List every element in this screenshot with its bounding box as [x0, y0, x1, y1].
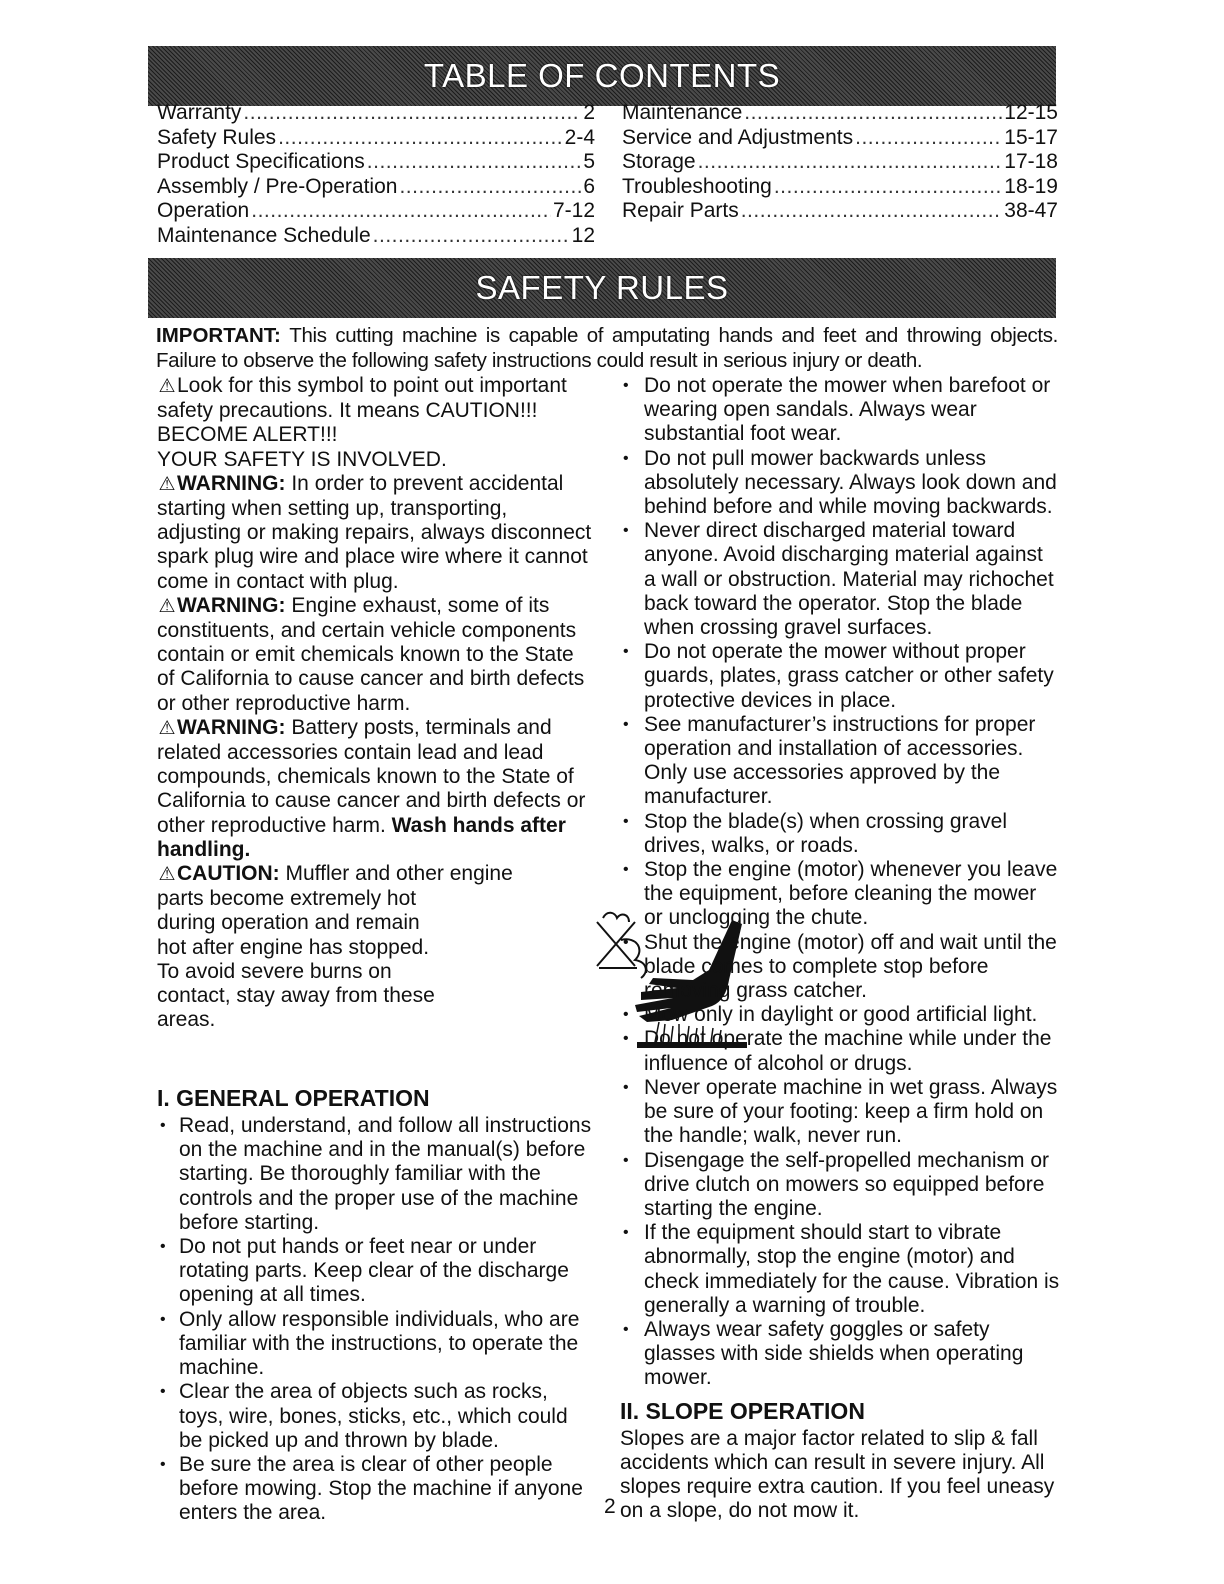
important-label: IMPORTANT:: [156, 324, 281, 347]
list-item: • Clear the area of objects such as rocks, toys, wire, bones, sticks, etc., which could be picked up and thrown by blade.: [157, 1380, 593, 1453]
toc-entry-page: 38-47: [1004, 199, 1058, 223]
toc-entry-page: 2-4: [564, 125, 595, 149]
toc-left-column: [157, 101, 595, 249]
list-item: • Do not pull mower backwards unless absolutely necessary. Always look down and behind before and while moving backwards.: [620, 447, 1060, 520]
toc-entry-page: 6: [583, 174, 595, 198]
toc-leader-dots: [373, 224, 570, 249]
warning-triangle-icon: ⚠: [158, 473, 176, 495]
safety-rules-title: SAFETY RULES: [475, 269, 729, 306]
toc-entry-label: Storage: [622, 150, 696, 174]
general-operation-heading: I. GENERAL OPERATION: [157, 1085, 430, 1112]
caution-text: parts become extremely hot during operation and remain hot after engine has stopped. To avoid severe burns on contact, stay away from these areas.: [157, 887, 435, 1032]
toc-entry-label: Troubleshooting: [622, 174, 772, 198]
list-item: • Do not operate the machine while under the influence of alcohol or drugs.: [620, 1027, 1060, 1075]
list-item: • Shut the engine (motor) off and wait until the blade comes to complete stop before removing grass catcher.: [620, 931, 1060, 1004]
important-notice: [156, 324, 1058, 373]
list-item: • Disengage the self-propelled mechanism or drive clutch on mowers so equipped before starting the engine.: [620, 1149, 1060, 1222]
toc-entry-label: Maintenance Schedule: [157, 223, 371, 247]
caution-text-block: [157, 862, 593, 1032]
list-item: • Be sure the area is clear of other people before mowing. Stop the machine if anyone enters the area.: [157, 1453, 593, 1526]
warning-triangle-icon: ⚠: [158, 376, 176, 397]
toc-leader-dots: [744, 101, 1002, 126]
warning-text: Battery posts, terminals and related accessories contain lead and lead compounds, chemicals known to the State of California to cause cancer and birth defects or other reproductive harm.: [157, 715, 586, 837]
toc-leader-dots: [741, 199, 1003, 224]
list-item: • See manufacturer’s instructions for proper operation and installation of accessories. Only use accessories approved by the manufacturer.: [620, 713, 1060, 810]
list-item: • Stop the blade(s) when crossing gravel drives, walks, or roads.: [620, 810, 1060, 858]
toc-entry-label: Maintenance: [622, 101, 743, 124]
left-column: [157, 374, 593, 1526]
list-item: • Do not operate the mower without proper guards, plates, grass catcher or other safety protective devices in place.: [620, 640, 1060, 713]
toc-leader-dots: [251, 199, 551, 224]
toc-entry-page: 12: [571, 223, 595, 247]
toc-leader-dots: [774, 175, 1002, 200]
safety-rules-banner: [148, 258, 1056, 318]
page-number: 2: [604, 1495, 616, 1518]
toc-leader-dots: [399, 175, 581, 200]
toc-entry-label: Operation: [157, 199, 250, 223]
toc-entry-page: 5: [583, 150, 595, 174]
toc-entry-page: 15-17: [1004, 125, 1058, 149]
safety-symbol-paragraph: [157, 374, 593, 472]
toc-entry-safety-rules[interactable]: [157, 126, 595, 151]
toc-entry-product-specifications[interactable]: [157, 150, 595, 175]
list-item: • Never direct discharged material toward anyone. Avoid discharging material against a wall or obstruction. Material may richochet back toward the operator. Stop the blade when crossing gravel surfaces.: [620, 519, 1060, 640]
toc-banner: [148, 46, 1056, 106]
toc-leader-dots: [698, 150, 1003, 175]
caution-line1: Muffler and other engine: [285, 862, 513, 886]
toc-entry-service-adjustments[interactable]: [622, 126, 1058, 151]
toc-entry-maintenance[interactable]: [622, 101, 1058, 126]
toc-entry-label: Product Specifications: [157, 150, 365, 174]
slope-operation-text: Slopes are a major factor related to slip & fall accidents which can result in severe injury. All slopes require extra caution. If you feel uneasy on a slope, do not mow it.: [620, 1426, 1055, 1523]
toc-leader-dots: [278, 126, 563, 151]
warning-label: WARNING:: [177, 593, 286, 617]
toc-leader-dots: [243, 101, 581, 126]
toc-entry-storage[interactable]: [622, 150, 1058, 175]
list-item: • Do not operate the mower when barefoot or wearing open sandals. Always wear substantial foot wear.: [620, 374, 1060, 447]
general-operation-list-continued: [620, 374, 1060, 1391]
toc-entry-repair-parts[interactable]: [622, 199, 1058, 224]
symbol-text: Look for this symbol to point out important safety precautions. It means CAUTION!!! BECOME ALERT!!!: [157, 374, 567, 447]
list-item: • Read, understand, and follow all instructions on the machine and in the manual(s) before starting. Be thoroughly familiar with the controls and the proper use of the machine before starting.: [157, 1114, 593, 1235]
toc-entry-label: Service and Adjustments: [622, 125, 854, 149]
warning-triangle-icon: ⚠: [158, 595, 176, 617]
warning-engine-exhaust: [157, 594, 593, 716]
warning-spark-plug: [157, 472, 593, 594]
toc-entry-page: 18-19: [1004, 174, 1058, 198]
list-item: • If the equipment should start to vibrate abnormally, stop the engine (motor) and check immediately for the cause. Vibration is generally a warning of trouble.: [620, 1221, 1060, 1318]
list-item: • Stop the engine (motor) whenever you leave the equipment, before cleaning the mower or unclogging the chute.: [620, 858, 1060, 931]
wash-hands-text: Wash hands after handling.: [157, 813, 566, 861]
general-operation-list: [157, 1114, 593, 1525]
toc-entry-page: 7-12: [552, 199, 595, 223]
toc-entry-operation[interactable]: [157, 199, 595, 224]
warning-label: WARNING:: [177, 471, 286, 495]
warning-battery: [157, 716, 593, 862]
warning-text: In order to prevent accidental starting when setting up, transporting, adjusting or making repairs, always disconnect spark plug wire and place wire where it cannot come in contact with plug.: [157, 471, 592, 593]
list-item: • Never operate machine in wet grass. Always be sure of your footing: keep a firm hold on the handle; walk, never run.: [620, 1076, 1060, 1149]
toc-entry-page: 17-18: [1004, 150, 1058, 174]
toc-leader-dots: [367, 150, 582, 175]
toc-title: TABLE OF CONTENTS: [423, 57, 781, 94]
toc-entry-troubleshooting[interactable]: [622, 175, 1058, 200]
slope-operation-heading: II. SLOPE OPERATION: [620, 1397, 865, 1424]
warning-triangle-icon: ⚠: [158, 717, 176, 739]
toc-entry-page: 2: [583, 101, 595, 124]
toc-entry-maintenance-schedule[interactable]: [157, 224, 595, 249]
important-text: This cutting machine is capable of amputating hands and feet and throwing objects. Failure to observe the following safety instructions could result in serious injury or death.: [156, 324, 1058, 372]
toc-entry-label: Safety Rules: [157, 125, 277, 149]
list-item: • Always wear safety goggles or safety glasses with side shields when operating mower.: [620, 1318, 1060, 1391]
list-item: • Only allow responsible individuals, who are familiar with the instructions, to operate the machine.: [157, 1308, 593, 1381]
warning-triangle-icon: ⚠: [158, 864, 176, 886]
toc-right-column: [622, 101, 1058, 224]
toc-entry-label: Assembly / Pre-Operation: [157, 174, 398, 198]
caution-muffler: [157, 862, 593, 1078]
list-item: • Mow only in daylight or good artificial light.: [620, 1003, 1060, 1027]
warning-text: Engine exhaust, some of its constituents, and certain vehicle components contain or emit chemicals known to the State of California to cause cancer and birth defects or other reproductive harm.: [157, 593, 585, 715]
toc-entry-label: Warranty: [157, 101, 242, 124]
list-item: • Do not put hands or feet near or under rotating parts. Keep clear of the discharge opening at all times.: [157, 1235, 593, 1308]
toc-entry-label: Repair Parts: [622, 199, 739, 223]
toc-leader-dots: [855, 126, 1002, 151]
toc-entry-assembly[interactable]: [157, 175, 595, 200]
toc-entry-warranty[interactable]: [157, 101, 595, 126]
toc-entry-page: 12-15: [1004, 101, 1058, 124]
symbol-text-involved: YOUR SAFETY IS INVOLVED.: [157, 447, 447, 471]
caution-label: CAUTION:: [177, 862, 280, 886]
right-column: [620, 374, 1060, 1523]
warning-label: WARNING:: [177, 715, 286, 739]
